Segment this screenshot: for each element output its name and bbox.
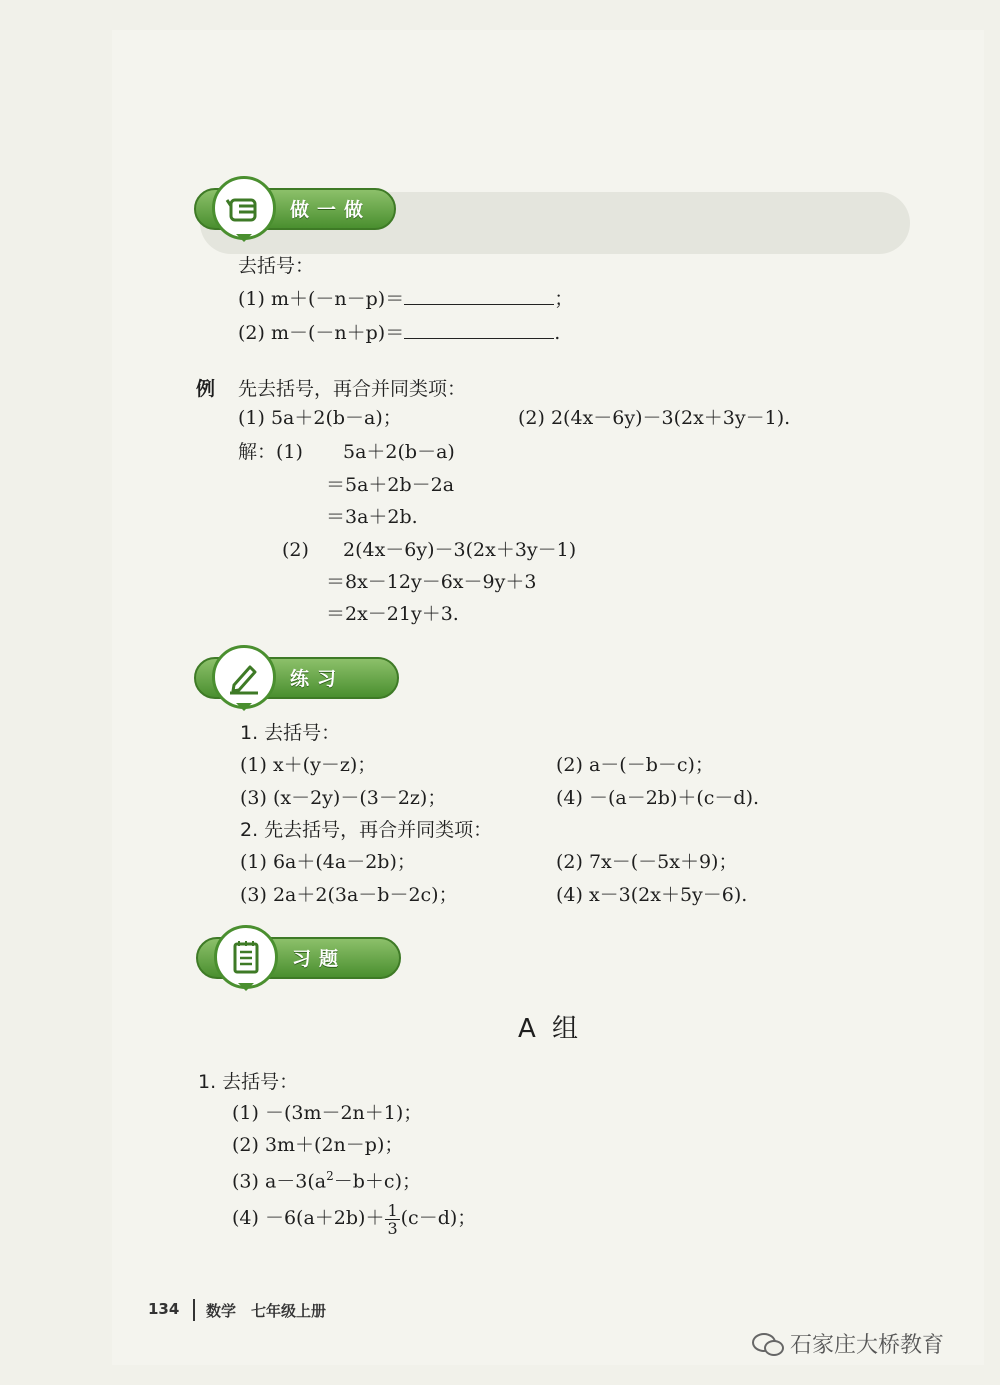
practice-q1: 1. 去括号： [240, 722, 341, 744]
solution-1-line-2: ＝5a＋2b－2a [326, 474, 455, 496]
practice-q1-a: (1) x＋(y－z)； [240, 754, 377, 776]
book-title: 数学 七年级上册 [206, 1302, 327, 1320]
banner-arrow-icon [236, 703, 252, 711]
answer-blank-1[interactable] [404, 286, 554, 305]
do-it-item-2-end: . [554, 322, 561, 344]
pencil-icon [212, 645, 276, 709]
do-it-title: 做一做 [290, 199, 372, 221]
answer-blank-2[interactable] [404, 320, 554, 339]
exercise-q1-d-pre: (4) －6(a＋2b)＋ [232, 1207, 385, 1229]
notebook-icon [214, 925, 278, 989]
exercise-q1-d-post: (c－d)； [400, 1207, 477, 1229]
practice-q2: 2. 先去括号，再合并同类项： [240, 819, 493, 841]
do-it-item-1-text: (1) m＋(－n－p)＝ [238, 288, 405, 310]
exercise-q1-c [232, 1164, 421, 1193]
watermark [752, 1328, 944, 1359]
hand-icon [212, 176, 276, 240]
fraction [385, 1202, 399, 1237]
practice-q2-b: (2) 7x－(－5x＋9)； [556, 851, 738, 873]
exercise-q1-b: (2) 3m＋(2n－p)； [232, 1134, 404, 1156]
solution-label: 解：(1) [238, 441, 303, 463]
fraction-denominator: 3 [387, 1218, 398, 1238]
practice-title: 练习 [290, 668, 345, 690]
solution-1-line-1: 5a＋2(b－a) [343, 441, 455, 463]
practice-q2-c: (3) 2a＋2(3a－b－2c)； [240, 884, 458, 906]
watermark-text: 石家庄大桥教育 [790, 1333, 945, 1358]
practice-q1-d: (4) －(a－2b)＋(c－d). [556, 787, 760, 809]
solution-2-line-2: ＝8x－12y－6x－9y＋3 [326, 571, 537, 593]
fraction-numerator: 1 [387, 1200, 398, 1220]
exercise-q1-c-sup: 2 [326, 1169, 334, 1183]
practice-q2-a: (1) 6a＋(4a－2b)； [240, 851, 416, 873]
example-label: 例 [196, 378, 216, 400]
practice-q2-d: (4) x－3(2x＋5y－6). [556, 884, 748, 906]
do-it-banner [194, 188, 396, 230]
practice-banner [194, 657, 399, 699]
banner-arrow-icon [238, 983, 254, 991]
do-it-item-2-text: (2) m－(－n＋p)＝ [238, 322, 405, 344]
chat-bubble-icon [752, 1333, 782, 1355]
solution-2-line-1: 2(4x－6y)－3(2x＋3y－1) [343, 539, 577, 561]
practice-q1-c: (3) (x－2y)－(3－2z)； [240, 787, 447, 809]
exercise-q1-a: (1) －(3m－2n＋1)； [232, 1102, 423, 1124]
do-it-item-2 [238, 320, 560, 345]
practice-q1-b: (2) a－(－b－c)； [556, 754, 714, 776]
exercise-q1-c-pre: (3) a－3(a [232, 1170, 327, 1193]
banner-arrow-icon [236, 234, 252, 242]
exercises-title: 习题 [292, 948, 347, 970]
solution-1-line-3: ＝3a＋2b. [326, 506, 418, 528]
exercises-banner [196, 937, 401, 979]
example-part-1: (1) 5a＋2(b－a)； [238, 407, 402, 429]
page-number: 134 [148, 1300, 180, 1318]
example-prompt: 先去括号，再合并同类项： [238, 378, 467, 400]
do-it-intro: 去括号： [238, 255, 315, 277]
do-it-item-1 [238, 286, 573, 311]
exercise-q1-c-post: －b＋c)； [333, 1170, 421, 1193]
solution-2-line-3: ＝2x－21y＋3. [326, 603, 459, 625]
group-heading: A 组 [518, 1014, 583, 1044]
do-it-item-1-end: ； [554, 288, 574, 310]
solution-2-label: (2) [282, 539, 309, 561]
footer-divider [193, 1299, 195, 1321]
exercise-q1-d [232, 1198, 476, 1238]
example-part-2: (2) 2(4x－6y)－3(2x＋3y－1). [518, 407, 791, 429]
exercise-q1: 1. 去括号： [198, 1071, 299, 1093]
